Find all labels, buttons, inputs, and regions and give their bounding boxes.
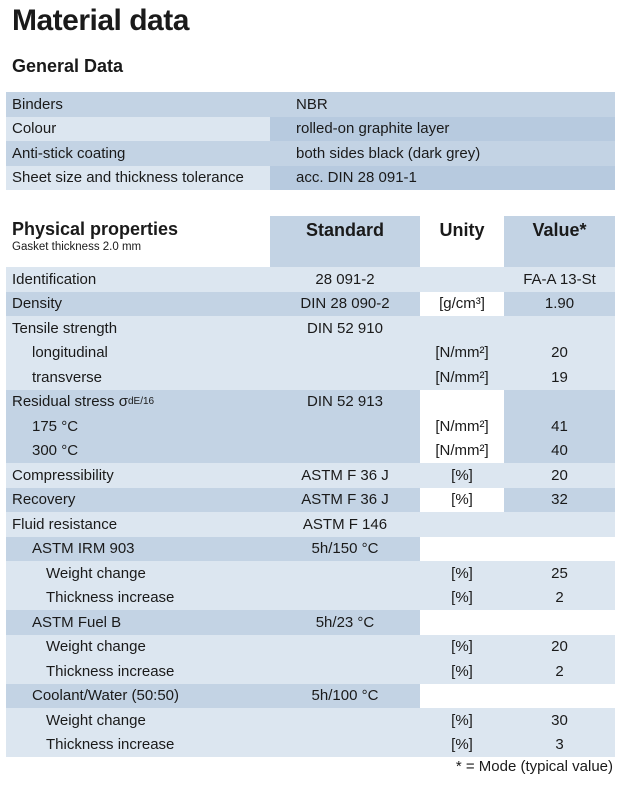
table-row <box>6 365 615 390</box>
row-label: Identification <box>12 270 97 288</box>
row-label: 300 °C <box>32 442 79 460</box>
row-unity: [N/mm²] <box>435 344 489 362</box>
table-row <box>6 488 615 513</box>
row-value <box>504 512 615 537</box>
table-row <box>6 659 615 684</box>
general-label: Colour <box>6 117 270 142</box>
row-standard: DIN 52 913 <box>270 390 420 415</box>
row-label: Weight change <box>46 711 146 729</box>
row-value: 20 <box>551 466 568 484</box>
row-unity: [N/mm²] <box>420 439 504 464</box>
row-value: 25 <box>551 564 568 582</box>
table-row <box>6 439 615 464</box>
row-unity <box>420 537 504 562</box>
row-value: 40 <box>504 439 615 464</box>
general-value: rolled-on graphite layer <box>270 117 615 142</box>
general-row-colour <box>6 117 615 142</box>
row-value: 30 <box>551 711 568 729</box>
table-row <box>6 341 615 366</box>
table-row <box>6 292 615 317</box>
physical-heading-cell <box>6 216 270 267</box>
row-label: Weight change <box>46 638 146 656</box>
row-label: Density <box>12 295 63 313</box>
row-label: Tensile strength <box>12 319 118 337</box>
row-value <box>504 390 615 415</box>
row-label: Coolant/Water (50:50) <box>32 687 180 705</box>
row-value <box>504 610 615 635</box>
row-unity <box>420 684 504 709</box>
row-label: Thickness increase <box>46 662 175 680</box>
row-standard <box>270 341 420 366</box>
row-label: Compressibility <box>12 466 114 484</box>
row-label: Fluid resistance <box>12 515 118 533</box>
row-value <box>504 537 615 562</box>
table-row <box>6 586 615 611</box>
row-unity: [%] <box>420 488 504 513</box>
row-standard <box>270 365 420 390</box>
row-label: Thickness increase <box>46 736 175 754</box>
row-value <box>504 684 615 709</box>
general-row-sheet-size <box>6 166 615 191</box>
row-unity: [%] <box>451 589 473 607</box>
row-unity: [g/cm³] <box>420 292 504 317</box>
row-unity <box>420 512 504 537</box>
row-unity: [%] <box>451 564 473 582</box>
physical-header <box>6 216 615 267</box>
general-label: Sheet size and thickness tolerance <box>6 166 270 191</box>
row-unity: [%] <box>451 711 473 729</box>
row-value: 2 <box>555 589 564 607</box>
general-label: Anti-stick coating <box>6 141 270 166</box>
table-row <box>6 684 615 709</box>
table-row <box>6 708 615 733</box>
row-unity: [%] <box>451 662 473 680</box>
row-label: Recovery <box>12 491 76 509</box>
table-row <box>6 733 615 758</box>
row-standard: 5h/150 °C <box>270 537 420 562</box>
general-row-binders <box>6 92 615 117</box>
row-standard <box>270 586 420 611</box>
row-unity: [%] <box>451 466 473 484</box>
col-header-unity: Unity <box>439 220 485 240</box>
row-value: 20 <box>551 638 568 656</box>
row-unity: [N/mm²] <box>420 414 504 439</box>
col-header-standard: Standard <box>270 216 420 267</box>
physical-heading: Physical properties <box>12 219 179 239</box>
row-label: ASTM IRM 903 <box>32 540 135 558</box>
table-row <box>6 610 615 635</box>
physical-properties-table <box>6 216 615 757</box>
row-label: 175 °C <box>32 417 79 435</box>
row-standard <box>270 708 420 733</box>
physical-subheading: Gasket thickness 2.0 mm <box>12 241 142 253</box>
row-label-subscript: dE/16 <box>127 396 155 408</box>
row-standard: DIN 28 090-2 <box>270 292 420 317</box>
table-row <box>6 316 615 341</box>
row-unity <box>420 610 504 635</box>
row-unity: [%] <box>451 736 473 754</box>
row-unity <box>420 267 504 292</box>
row-value: 19 <box>551 368 568 386</box>
row-unity: [N/mm²] <box>435 368 489 386</box>
general-data-table <box>6 92 615 190</box>
general-value: NBR <box>270 92 615 117</box>
table-row <box>6 390 615 415</box>
row-value: 41 <box>504 414 615 439</box>
row-standard <box>270 439 420 464</box>
row-standard <box>270 659 420 684</box>
row-label: transverse <box>32 368 103 386</box>
general-row-anti-stick <box>6 141 615 166</box>
row-label: longitudinal <box>32 344 108 362</box>
footnote: * = Mode (typical value) <box>455 758 613 775</box>
row-standard: 5h/100 °C <box>270 684 420 709</box>
row-standard: ASTM F 36 J <box>301 466 389 484</box>
row-standard <box>270 414 420 439</box>
row-standard: 28 091-2 <box>315 270 375 288</box>
general-data-heading: General Data <box>12 56 124 76</box>
col-header-value: Value* <box>504 216 615 267</box>
row-value: FA-A 13-St <box>523 270 596 288</box>
row-label-text: Residual stress σ <box>12 393 128 411</box>
general-value: acc. DIN 28 091-1 <box>270 166 615 191</box>
page-title: Material data <box>12 4 189 37</box>
row-label <box>6 390 270 415</box>
row-standard: ASTM F 36 J <box>270 488 420 513</box>
row-standard <box>270 561 420 586</box>
table-row <box>6 512 615 537</box>
row-unity: [%] <box>451 638 473 656</box>
row-standard: ASTM F 146 <box>302 515 388 533</box>
general-value: both sides black (dark grey) <box>270 141 615 166</box>
row-standard <box>270 635 420 660</box>
row-value: 20 <box>551 344 568 362</box>
row-standard: DIN 52 910 <box>307 319 383 337</box>
row-value: 32 <box>504 488 615 513</box>
table-row <box>6 463 615 488</box>
general-label: Binders <box>6 92 270 117</box>
row-value <box>504 316 615 341</box>
row-unity <box>420 316 504 341</box>
table-row <box>6 414 615 439</box>
row-value: 2 <box>555 662 564 680</box>
table-row <box>6 561 615 586</box>
row-label: ASTM Fuel B <box>32 613 122 631</box>
table-row <box>6 635 615 660</box>
table-row <box>6 537 615 562</box>
row-value: 1.90 <box>504 292 615 317</box>
table-row <box>6 267 615 292</box>
row-unity <box>420 390 504 415</box>
row-standard: 5h/23 °C <box>270 610 420 635</box>
row-standard <box>270 733 420 758</box>
row-label: Weight change <box>46 564 146 582</box>
row-value: 3 <box>555 736 564 754</box>
row-label: Thickness increase <box>46 589 175 607</box>
